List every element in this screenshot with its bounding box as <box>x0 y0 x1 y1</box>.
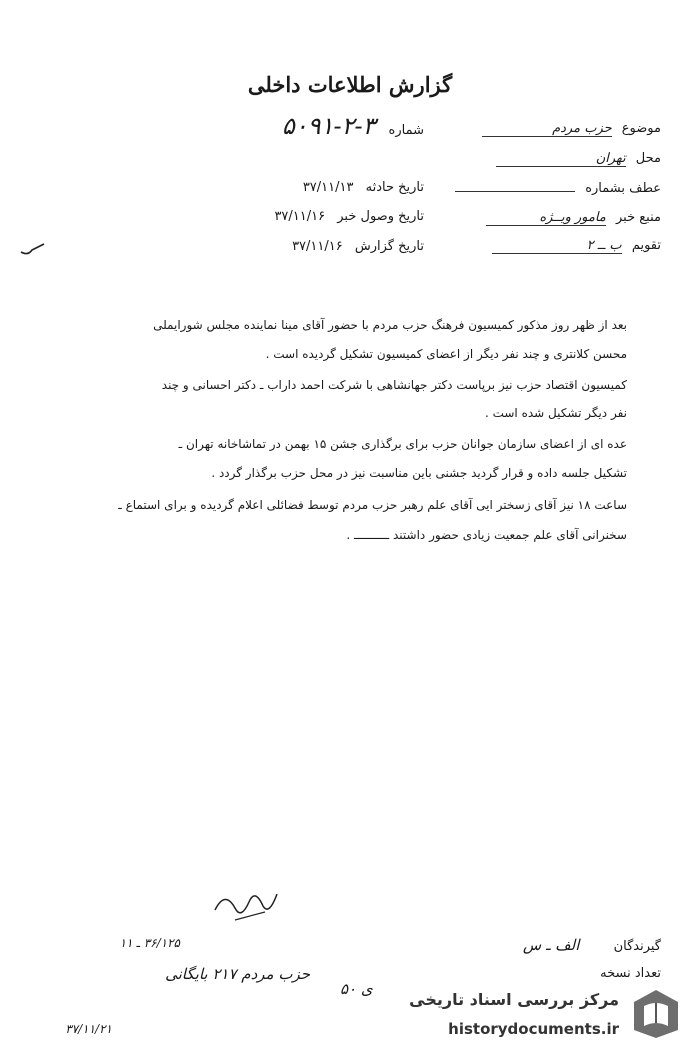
field-received-date-value: ۳۷/۱۱/۱۶ <box>274 209 326 224</box>
signature-scribble <box>205 880 285 930</box>
body-line: بعد از ظهر روز مذکور کمیسیون فرهنگ حزب مردم با حضور آقای مینا نماینده مجلس شورایملی <box>153 318 627 332</box>
recipients-label: گیرندگان <box>613 939 661 954</box>
field-location <box>431 151 661 167</box>
field-incident-date <box>164 180 424 195</box>
field-subject-label: موضوع <box>621 121 661 136</box>
field-source-label: منبع خبر <box>616 210 661 225</box>
recipients-row <box>361 936 661 954</box>
margin-note: ۳۷/۱۱/۲۱ <box>65 1022 112 1036</box>
body-line: عده ای از اعضای سازمان جوانان حزب برای برگذاری جشن ۱۵ بهمن در تماشاخانه تهران ـ <box>178 437 627 451</box>
body-line: کمیسیون اقتصاد حزب نیز برپاست دکتر جهانشاهی با شرکت احمد داراب ـ دکتر احسانی و چند <box>161 378 627 392</box>
field-rating-value: ب ــ ۲ <box>492 238 622 254</box>
field-reference <box>431 181 661 196</box>
field-report-date <box>164 239 424 254</box>
body-line: سخنرانی آقای علم جمعیت زیادی حضور داشتند ــــــــــ . <box>346 528 627 542</box>
copies-value: ی ۵۰ <box>340 980 373 998</box>
body-line: ساعت ۱۸ نیز آقای زسختر ایی آقای علم رهبر حزب مردم توسط فضائلی اعلام گردیده و برای استماع ـ <box>118 498 627 512</box>
watermark-url: historydocuments.ir <box>448 1020 619 1038</box>
field-incident-date-value: ۳۷/۱۱/۱۳ <box>302 180 354 195</box>
field-location-value: تهران <box>496 151 626 167</box>
field-source <box>431 210 661 226</box>
field-source-value: مامور ویــژه <box>486 210 606 226</box>
field-rating-label: تقویم <box>631 238 661 253</box>
field-location-label: محل <box>635 151 661 166</box>
margin-note: ۳۶/۱۲۵ ـ ۱۱ <box>119 936 180 950</box>
field-rating <box>431 238 661 254</box>
field-report-date-label: تاریخ گزارش <box>354 239 424 254</box>
book-logo-icon <box>630 986 682 1042</box>
body-line: تشکیل جلسه داده و قرار گردید جشنی باین مناسبت نیز در محل حزب برگذار گردد . <box>211 466 627 480</box>
body-line: نفر دیگر تشکیل شده است . <box>484 406 627 420</box>
field-received-date <box>164 209 424 224</box>
field-incident-date-label: تاریخ حادثه <box>365 180 424 195</box>
field-number <box>164 112 424 140</box>
field-report-date-value: ۳۷/۱۱/۱۶ <box>292 239 343 254</box>
field-reference-value <box>455 191 575 192</box>
field-received-date-label: تاریخ وصول خبر <box>337 209 424 224</box>
margin-note: حزب مردم ۲۱۷ بایگانی <box>165 965 310 983</box>
field-number-value: ۳-۲-۵۰۹۱ <box>281 112 376 140</box>
recipients-value: الف ـ س <box>522 936 580 954</box>
field-reference-label: عطف بشماره <box>585 181 661 196</box>
field-subject-value: حزب مردم <box>482 121 612 137</box>
field-number-label: شماره <box>388 123 424 138</box>
field-subject <box>431 121 661 137</box>
page-title: گزارش اطلاعات داخلی <box>247 72 453 97</box>
body-line: محسن کلانتری و چند نفر دیگر از اعضای کمیسیون تشکیل گردیده است . <box>265 347 627 361</box>
watermark-title: مرکز بررسی اسناد تاریخی <box>409 990 619 1009</box>
copies-label: تعداد نسخه <box>600 966 661 981</box>
check-mark-icon <box>18 240 48 258</box>
